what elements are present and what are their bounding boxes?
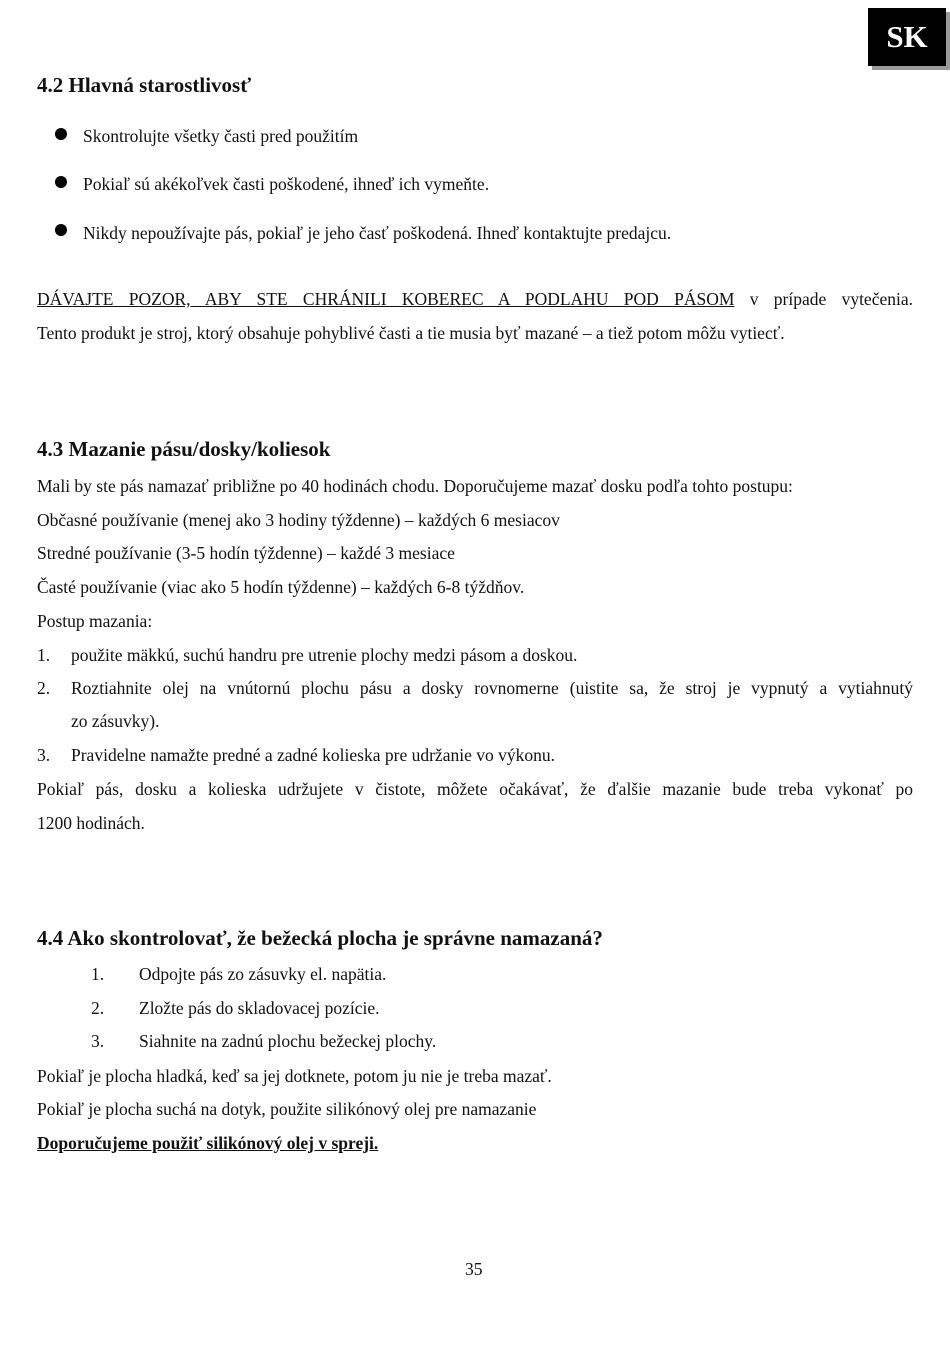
step-text: použite mäkkú, suchú handru pre utrenie plochy medzi pásom a doskou.	[71, 645, 578, 665]
paragraph-line: Stredné používanie (3-5 hodín týždenne) – každé 3 mesiace	[37, 543, 455, 563]
closing-line-2: 1200 hodinách.	[37, 813, 145, 833]
step-text: Roztiahnite olej na vnútornú plochu pásu a dosky rovnomerne (uistite sa, že stroj je vypnutý a vytiahnutý	[71, 678, 913, 698]
warning-line-2: Tento produkt je stroj, ktorý obsahuje pohyblivé časti a tie musia byť mazané – a tiež potom môžu vytiecť.	[37, 323, 785, 343]
step-number: 3.	[91, 1031, 105, 1051]
bullet-item: Skontrolujte všetky časti pred použitím	[83, 126, 359, 146]
paragraph-line: Časté používanie (viac ako 5 hodín týždenne) – každých 6-8 týždňov.	[37, 577, 525, 597]
closing-line: Pokiaľ pás, dosku a kolieska udržujete v čistote, môžete očakávať, že ďalšie mazanie bude treba vykonať po	[37, 779, 913, 799]
section-4-3-heading: 4.3 Mazanie pásu/dosky/koliesok	[37, 437, 331, 461]
step-text: Siahnite na zadnú plochu bežeckej plochy.	[139, 1031, 437, 1051]
paragraph-line: Pokiaľ je plocha suchá na dotyk, použite silikónový olej pre namazanie	[37, 1099, 537, 1119]
paragraph-line: Občasné používanie (menej ako 3 hodiny týždenne) – každých 6 mesiacov	[37, 510, 560, 530]
step-number: 2.	[91, 998, 105, 1018]
paragraph-line: Mali by ste pás namazať približne po 40 hodinách chodu. Doporučujeme mazať dosku podľa tohto postupu:	[37, 476, 793, 496]
step-number: 1.	[37, 645, 51, 665]
step-text-continued: zo zásuvky).	[71, 711, 160, 731]
section-4-4-heading: 4.4 Ako skontrolovať, že bežecká plocha je správne namazaná?	[37, 926, 603, 950]
warning-line	[37, 289, 913, 310]
step-text: Odpojte pás zo zásuvky el. napätia.	[139, 964, 387, 984]
paragraph-line: Pokiaľ je plocha hladká, keď sa jej dotknete, potom ju nie je treba mazať.	[37, 1066, 552, 1086]
warning-underlined-text: DÁVAJTE POZOR, ABY STE CHRÁNILI KOBEREC A PODLAHU POD PÁSOM	[37, 289, 735, 309]
step-text: Pravidelne namažte predné a zadné kolieska pre udržanie vo výkonu.	[71, 745, 555, 765]
bullet-icon	[55, 176, 67, 188]
recommendation-text: Doporučujeme použiť silikónový olej v spreji.	[37, 1133, 379, 1153]
bullet-item: Pokiaľ sú akékoľvek časti poškodené, ihneď ich vymeňte.	[83, 174, 490, 194]
bullet-icon	[55, 128, 67, 140]
paragraph-line: Postup mazania:	[37, 611, 153, 631]
page-number: 35	[465, 1259, 483, 1279]
bullet-item: Nikdy nepoužívajte pás, pokiaľ je jeho časť poškodená. Ihneď kontaktujte predajcu.	[83, 223, 672, 243]
warning-rest-text: v prípade vytečenia.	[749, 289, 913, 309]
step-text: Zložte pás do skladovacej pozície.	[139, 998, 380, 1018]
section-4-2-heading: 4.2 Hlavná starostlivosť	[37, 73, 252, 97]
step-number: 2.	[37, 678, 51, 698]
step-number: 3.	[37, 745, 51, 765]
step-number: 1.	[91, 964, 105, 984]
bullet-icon	[55, 224, 67, 236]
language-badge: SK	[868, 8, 946, 66]
